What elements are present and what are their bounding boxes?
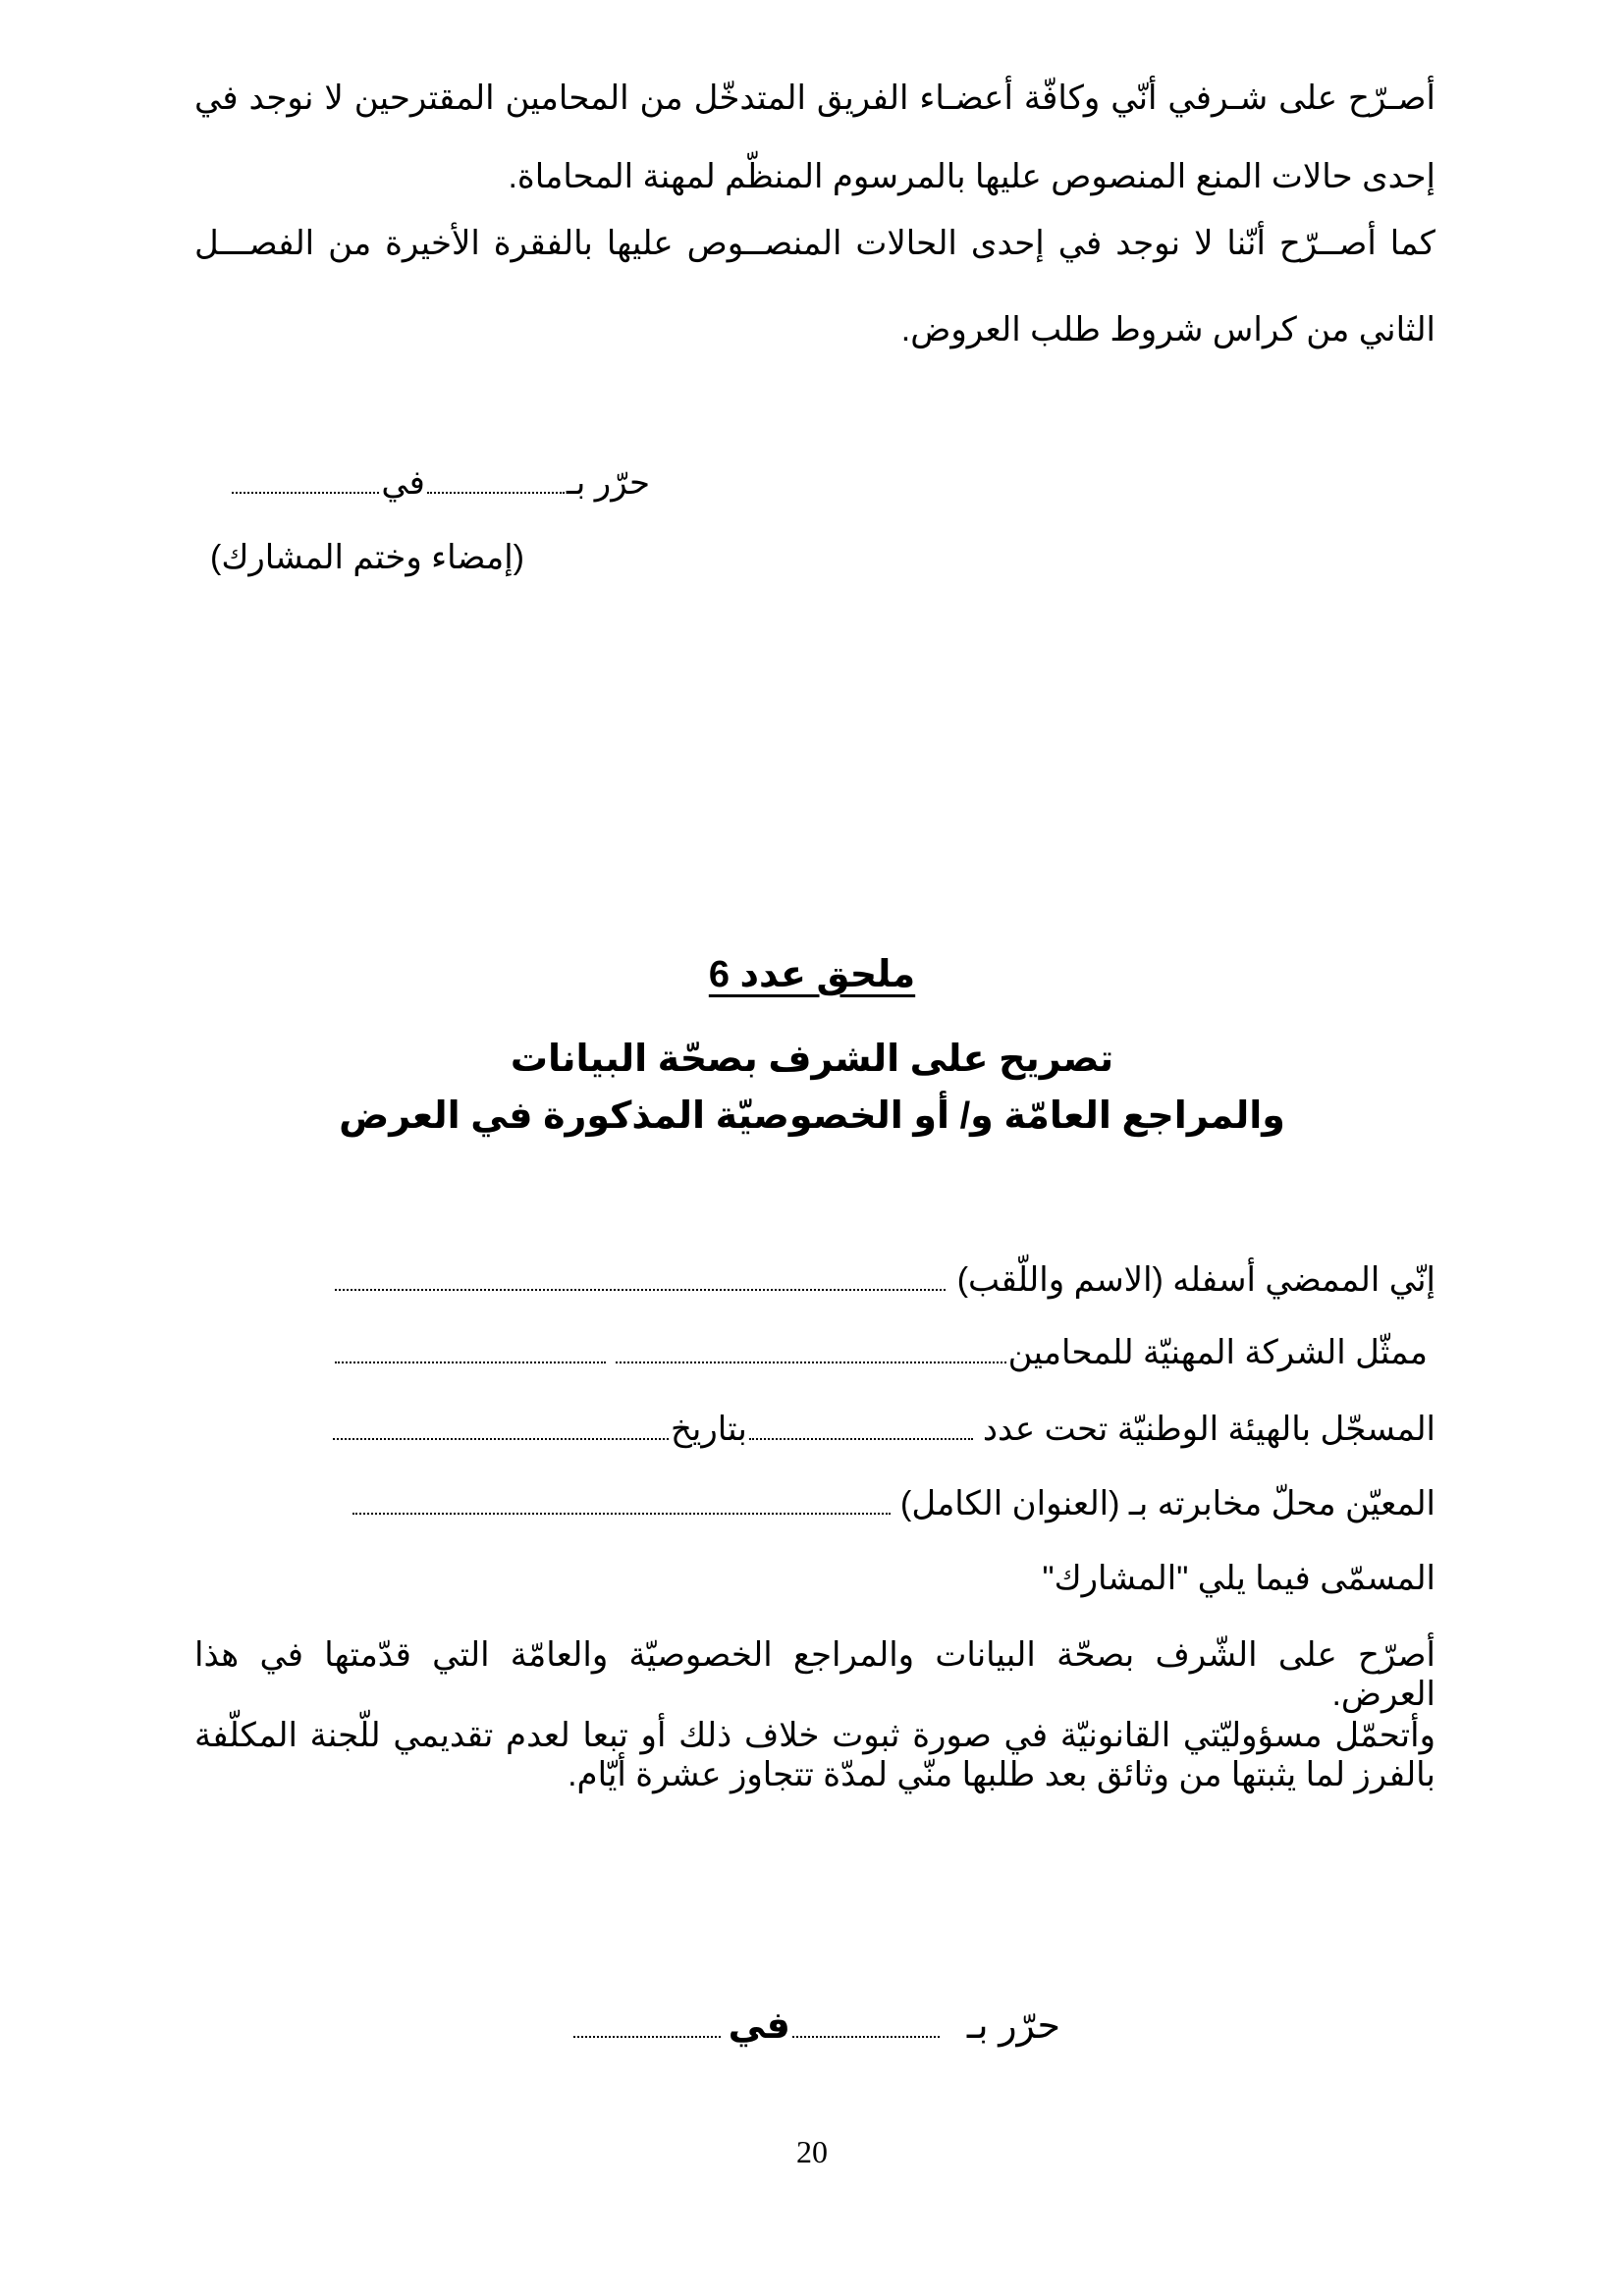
form-line-address [351,1482,1435,1525]
form-line-hereinafter: المسمّى فيما يلي "المشارك" [1042,1560,1435,1597]
on-date-label: في [381,464,425,502]
annex-number-title: ملحق عدد 6 [708,954,916,995]
company-blank-2 [335,1358,606,1363]
top-paragraph-1-line-2: إحدى حالات المنع المنصوص عليها بالمرسوم المنظّم لمهنة المحاماة. [508,158,1435,195]
footer-date-blank [573,2032,721,2038]
top-paragraph-2-line-2: الثاني من كراس شروط طلب العروض. [900,311,1435,348]
page-number: 20 [796,2134,828,2169]
declaration-paragraph-1-line-2: العرض. [1331,1676,1435,1713]
form-line-undersigned [333,1258,1435,1302]
footer-place-blank [792,2032,940,2038]
top-written-at-line [230,461,650,505]
top-paragraph-2-line-1: كما أصــرّح أنّنا لا نوجد في إحدى الحالات المنصــوص عليها بالفقرة الأخيرة من الفصـــل [194,225,1435,262]
company-blank-1 [616,1358,1006,1363]
date-blank [232,488,379,494]
form-line-registered [331,1408,1435,1451]
dated-label: بتاريخ [670,1411,747,1448]
footer-on-date-label: في [728,2005,790,2047]
declaration-paragraph-2-line-2: بالفرز لما يثبتها من وثائق بعد طلبها منّي لمدّة تتجاوز عشرة أيّام. [568,1756,1435,1793]
declaration-paragraph-2-line-1: وأتحمّل مسؤوليّتي القانونيّة في صورة ثبوت خلاف ذلك أو تبعا لعدم تقديمي للّجنة المكلّفة [194,1717,1435,1754]
address-blank [352,1509,891,1515]
annex-title-line-2: والمراجع العامّة و/ أو الخصوصيّة المذكورة في العرض [339,1095,1285,1137]
written-at-label: حرّر بـ [566,464,650,502]
place-blank [427,488,565,494]
form-line-representative [333,1331,1428,1374]
undersigned-label: إنّي الممضي أسفله (الاسم واللّقب) [956,1261,1435,1299]
address-label: المعيّن محلّ مخابرته بـ (العنوان الكامل) [900,1485,1435,1522]
registration-number-blank [749,1434,973,1440]
annex-title-line-1: تصريح على الشرف بصحّة البيانات [510,1039,1114,1080]
top-paragraph-1-line-1: أصـرّح على شـرفي أنّي وكافّة أعضـاء الفريق المتدخّل من المحامين المقترحين لا نوجد في [194,80,1435,117]
registered-label: المسجّل بالهيئة الوطنيّة تحت عدد [982,1411,1435,1448]
footer-written-at-line [571,2004,1060,2048]
signature-caption: (إمضاء وختم المشارك) [210,539,524,576]
declaration-paragraph-1-line-1: أصرّح على الشّرف بصحّة البيانات والمراجع الخصوصيّة والعامّة التي قدّمتها في هذا [194,1636,1435,1674]
name-blank [335,1285,946,1291]
footer-written-at-label: حرّر بـ [966,2005,1060,2047]
registration-date-blank [333,1434,669,1440]
representative-label: ممثّل الشركة المهنيّة للمحامين [1007,1334,1428,1371]
